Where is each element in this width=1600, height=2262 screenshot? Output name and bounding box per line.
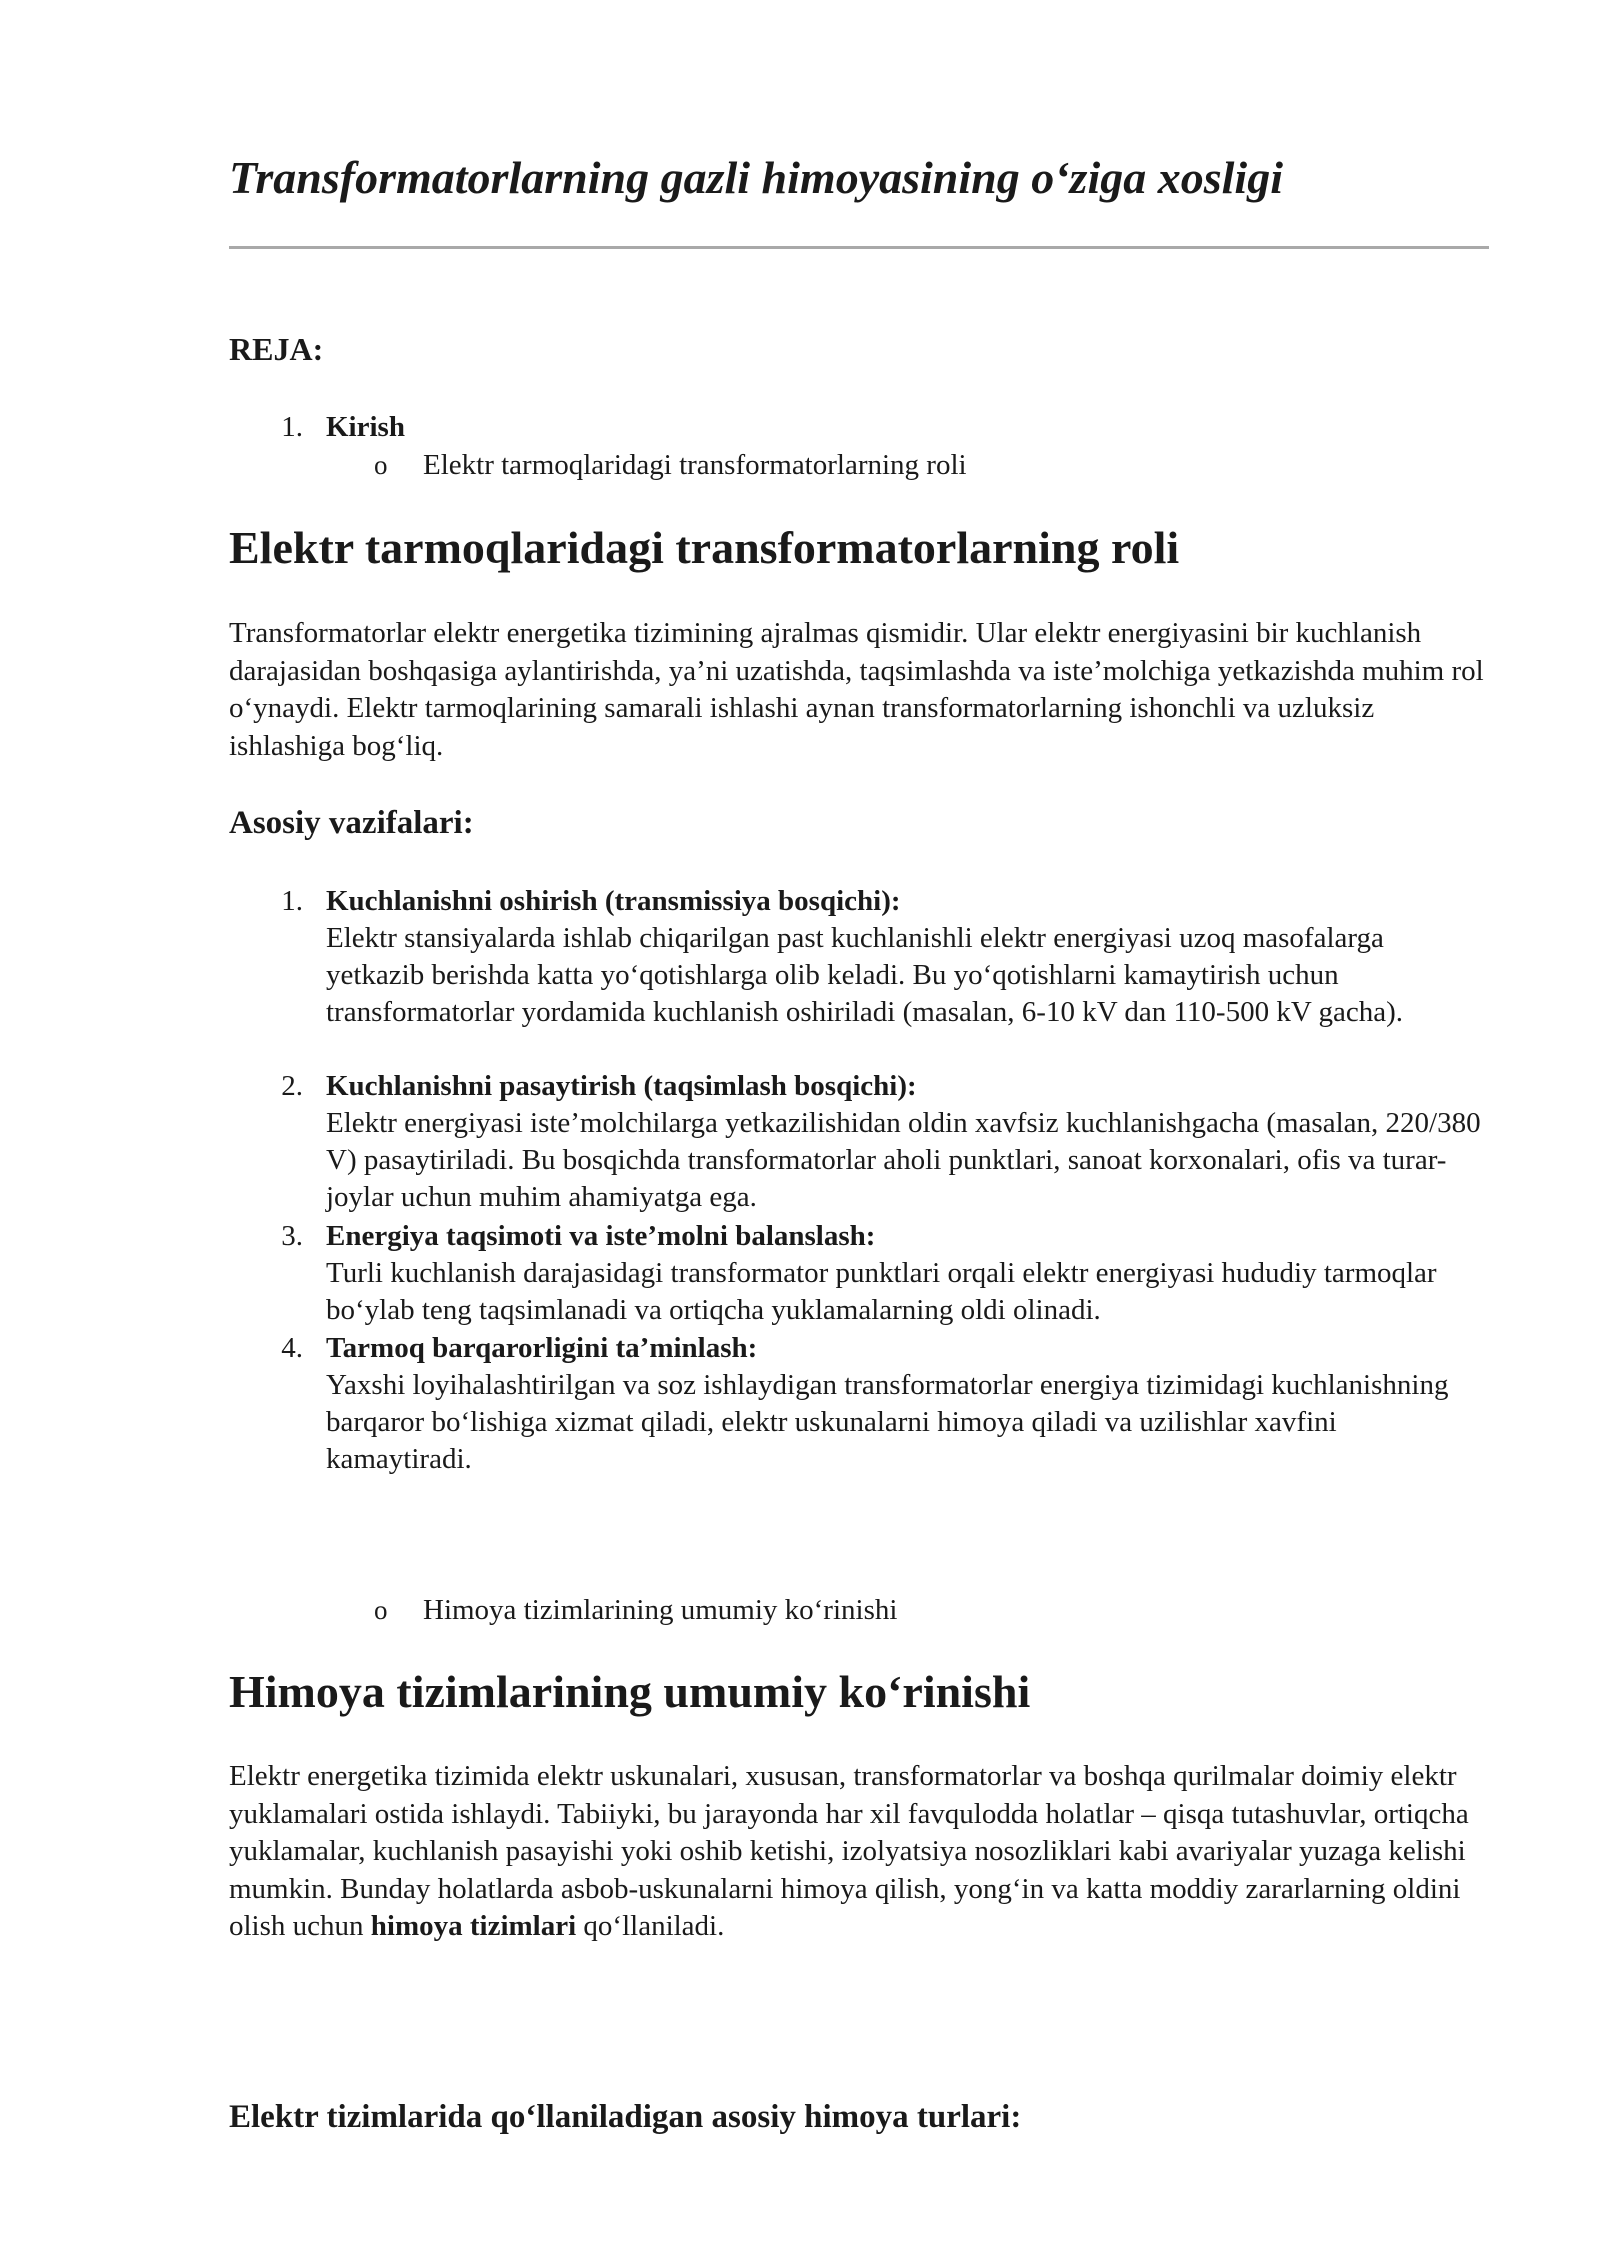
task-item bbox=[326, 883, 1486, 1031]
task-title: Kuchlanishni pasaytirish (taqsimlash bosqichi): bbox=[326, 1070, 917, 1102]
outline-number: 1. bbox=[281, 411, 303, 443]
document-title: Transformatorlarning gazli himoyasining o‘ziga xosligi bbox=[229, 152, 1283, 203]
task-title: Kuchlanishni oshirish (transmissiya bosqichi): bbox=[326, 885, 901, 917]
task-number: 4. bbox=[281, 1332, 303, 1364]
task-number: 3. bbox=[281, 1220, 303, 1252]
task-text: Yaxshi loyihalashtirilgan va soz ishlaydigan transformatorlar energiya tizimidagi kuchlanishning barqaror bo‘lishiga xizmat qiladi, elektr uskunalarni himoya qiladi va uzilishlar xavfini kamaytiradi. bbox=[326, 1369, 1449, 1475]
section-subheading-protection-types: Elektr tizimlarida qo‘llaniladigan asosiy himoya turlari: bbox=[229, 2099, 1022, 2135]
outline-item-label: Kirish bbox=[326, 411, 405, 443]
task-text: Elektr stansiyalarda ishlab chiqarilgan past kuchlanishli elektr energiyasi uzoq masofalarga yetkazib berishda katta yo‘qotishlarga olib keladi. Bu yo‘qotishlarni kamaytirish uchun transformatorlar yordamida kuchlanish oshiriladi (masalan, 6-10 kV dan 110-500 kV gacha). bbox=[326, 922, 1404, 1028]
outline-item bbox=[326, 409, 1486, 446]
section-paragraph bbox=[229, 1758, 1491, 1946]
task-item bbox=[326, 1218, 1486, 1329]
task-title: Energiya taqsimoti va iste’molni balanslash: bbox=[326, 1220, 876, 1252]
section-paragraph: Transformatorlar elektr energetika tizimining ajralmas qismidir. Ular elektr energiyasini bir kuchlanish darajasidan boshqasiga aylantirishda, ya’ni uzatishda, taqsimlashda va iste’molchiga yetkazishda muhim rol o‘ynaydi. Elektr tarmoqlarining samarali ishlashi aynan transformatorlarning ishonchli va uzluksiz ishlashiga bog‘liq. bbox=[229, 617, 1484, 762]
title-divider bbox=[229, 246, 1489, 249]
paragraph-emphasis: himoya tizimlari bbox=[370, 1910, 577, 1942]
task-text: Elektr energiyasi iste’molchilarga yetkazilishidan oldin xavfsiz kuchlanishgacha (masalan, 220/380 V) pasaytiriladi. Bu bosqichda transformatorlar aholi punktlari, sanoat korxonalari, ofis va turar-joylar uchun muhim ahamiyatga ega. bbox=[326, 1107, 1481, 1213]
section-subheading-main-tasks: Asosiy vazifalari: bbox=[229, 805, 474, 841]
paragraph-text-end: qo‘llaniladi. bbox=[583, 1910, 725, 1942]
task-title: Tarmoq barqarorligini ta’minlash: bbox=[326, 1332, 758, 1364]
task-number: 1. bbox=[281, 885, 303, 917]
plan-label: REJA: bbox=[229, 331, 324, 367]
section-heading-transformer-role: Elektr tarmoqlaridagi transformatorlarning roli bbox=[229, 522, 1180, 573]
sub-bullet: o bbox=[374, 1595, 388, 1625]
task-text: Turli kuchlanish darajasidagi transformator punktlari orqali elektr energiyasi hududiy tarmoqlar bo‘ylab teng taqsimlanadi va ortiqcha yuklamalarning oldi olinadi. bbox=[326, 1257, 1437, 1326]
task-number: 2. bbox=[281, 1070, 303, 1102]
outline-sub-item: Elektr tarmoqlaridagi transformatorlarning roli bbox=[423, 449, 967, 481]
sub-bullet: o bbox=[374, 450, 388, 480]
outline-sub-item: Himoya tizimlarining umumiy ko‘rinishi bbox=[423, 1594, 898, 1626]
paragraph-text: Elektr energetika tizimida elektr uskunalari, xususan, transformatorlar va boshqa qurilmalar doimiy elektr yuklamalari ostida ishlaydi. Tabiiyki, bu jarayonda har xil favqulodda holatlar – qisqa tutashuvlar, ortiqcha yuklamalar, kuchlanish pasayishi yoki oshib ketishi, izolyatsiya nosozliklari kabi avariyalar yuzaga kelishi mumkin. Bunday holatlarda asbob-uskunalarni himoya qilish, yong‘in va katta moddiy zararlarning oldini olish uchun bbox=[229, 1760, 1469, 1942]
section-heading-protection-overview: Himoya tizimlarining umumiy ko‘rinishi bbox=[229, 1666, 1031, 1717]
task-item bbox=[326, 1068, 1486, 1216]
task-item bbox=[326, 1330, 1486, 1478]
